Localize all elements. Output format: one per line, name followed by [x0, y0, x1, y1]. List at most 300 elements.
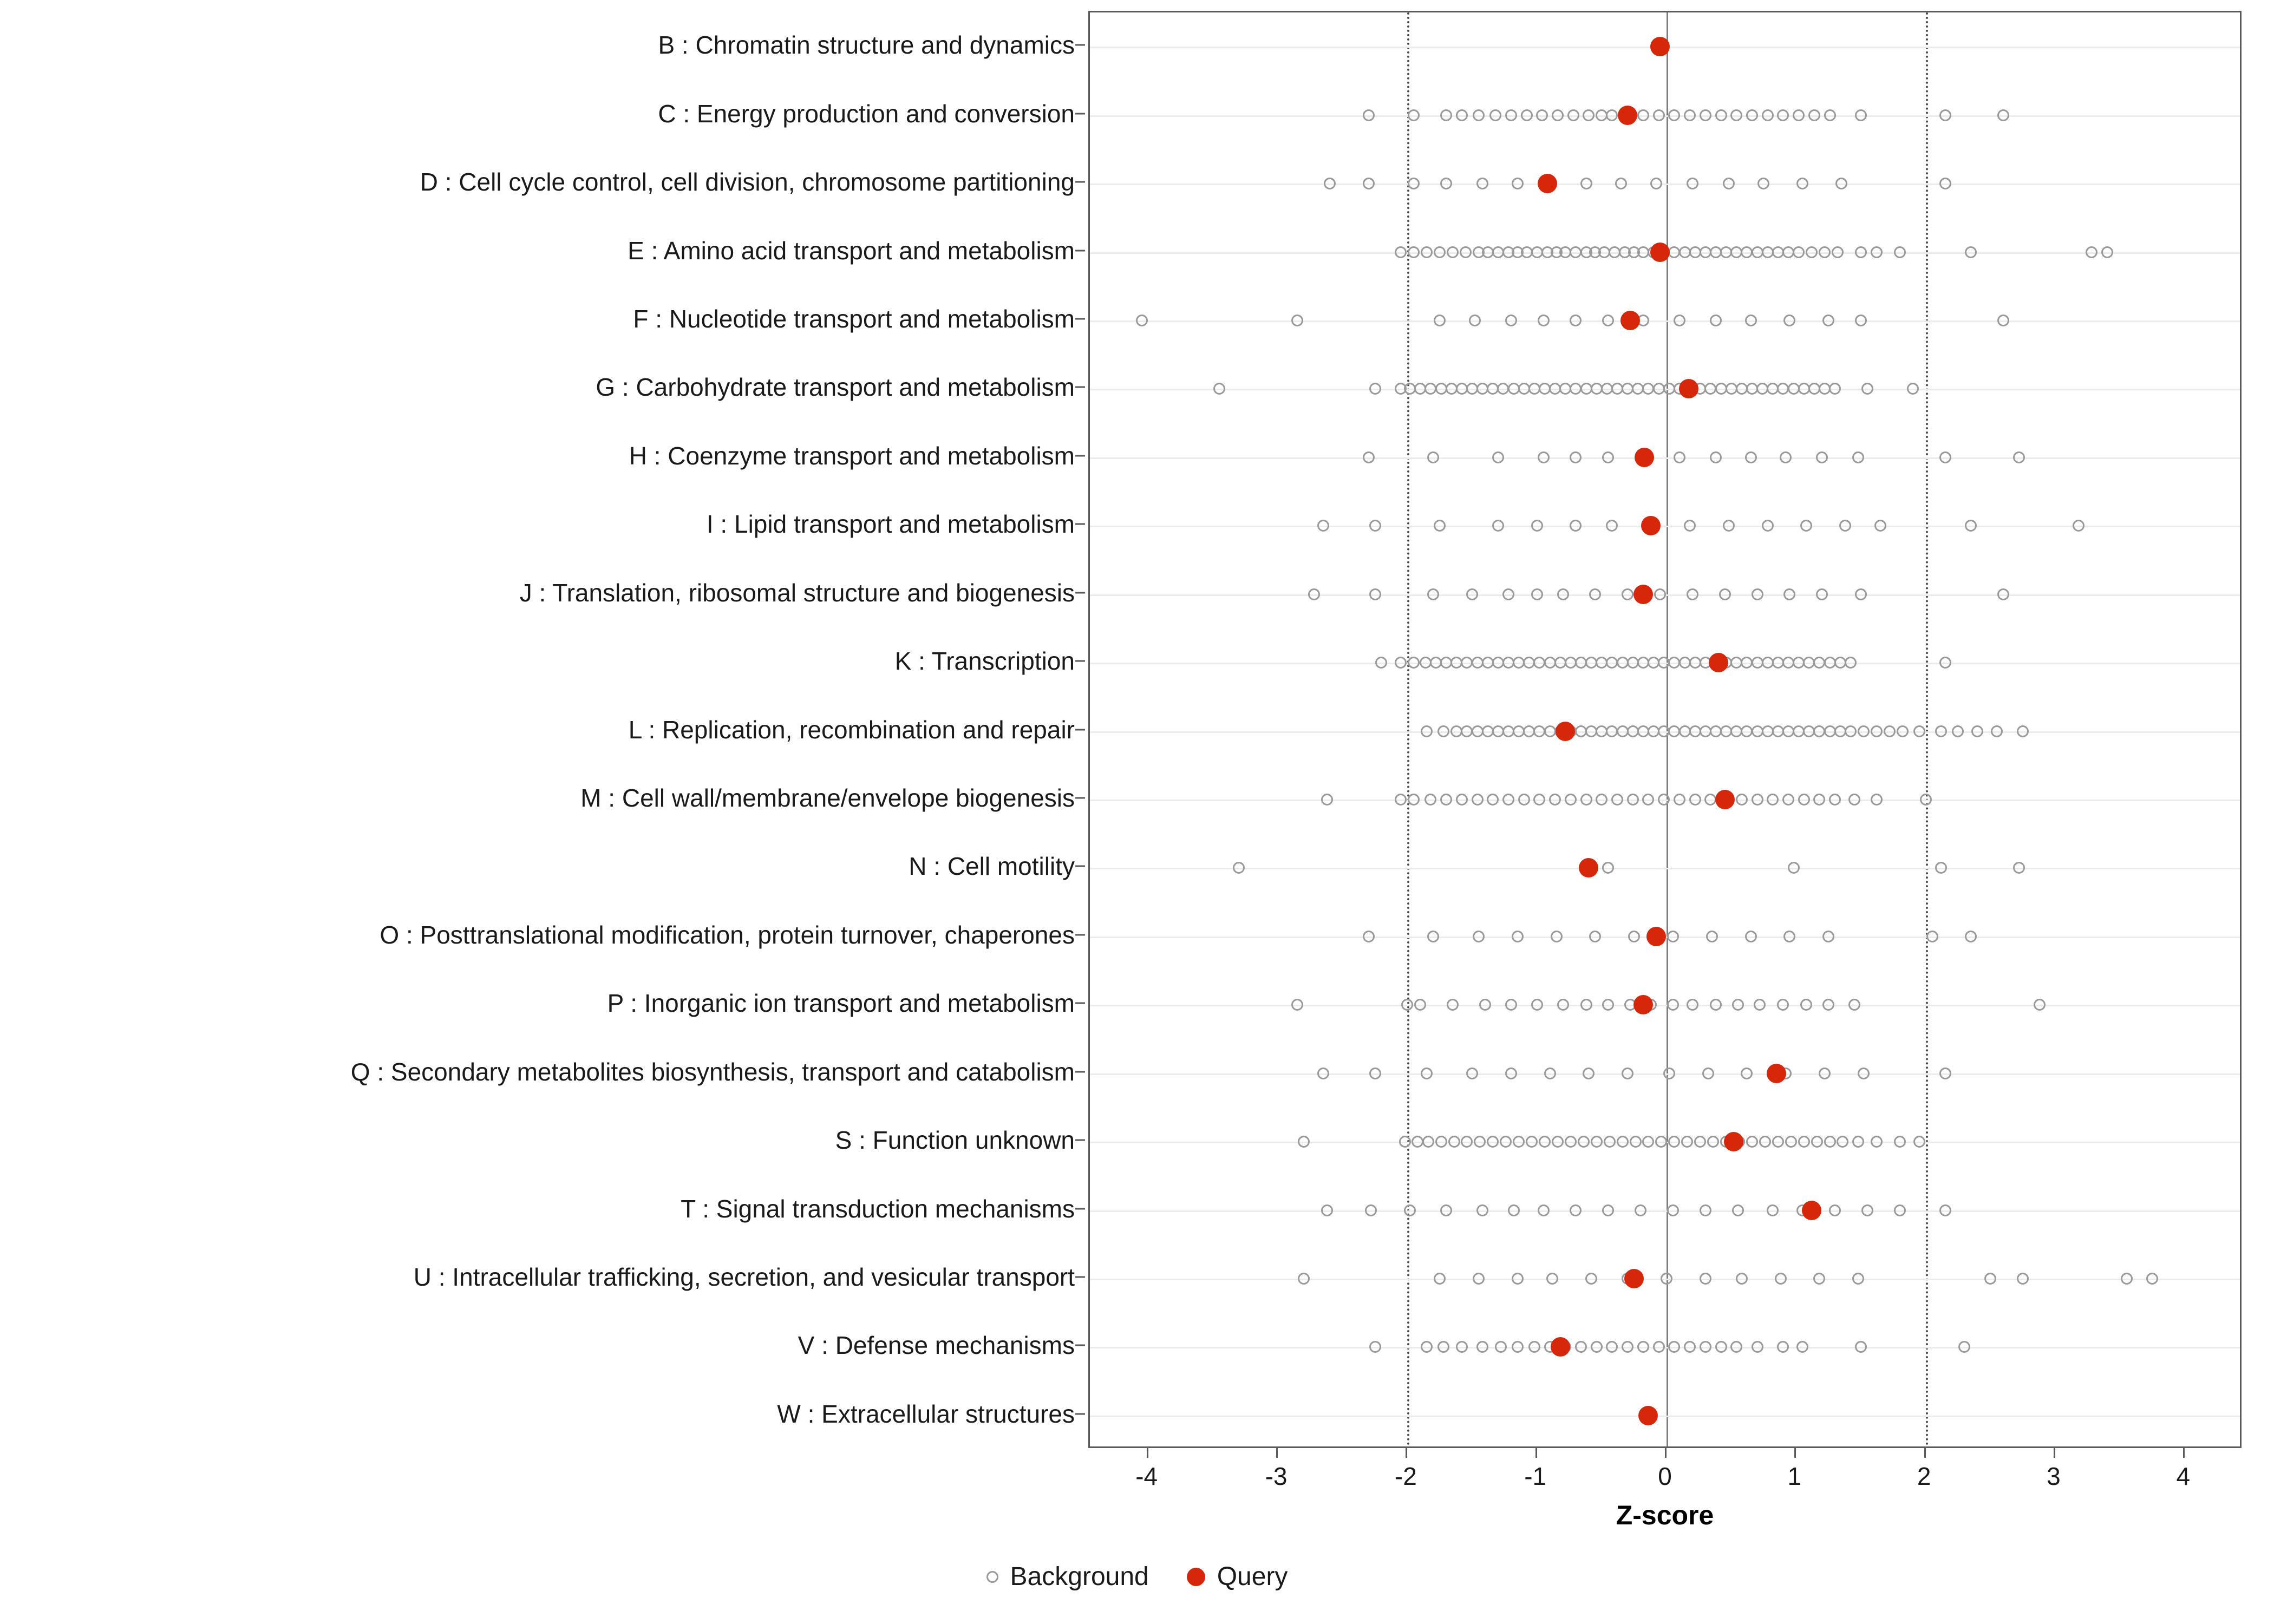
background-point: [1939, 1068, 1951, 1079]
background-point: [1602, 451, 1614, 463]
background-point: [1777, 109, 1789, 121]
open-circle-icon: [986, 1571, 998, 1583]
background-point: [1654, 588, 1666, 600]
background-point: [1538, 451, 1550, 463]
y-axis-tick-label: N : Cell motility: [909, 852, 1075, 881]
x-axis-title: Z-score: [1616, 1500, 1714, 1530]
background-point: [1233, 862, 1245, 874]
background-point: [1710, 451, 1722, 463]
background-point: [1687, 178, 1698, 189]
background-point: [1829, 794, 1841, 806]
query-point: [1638, 1406, 1658, 1425]
background-point: [1897, 725, 1909, 737]
row-gridline: [1090, 868, 2240, 869]
y-axis-tick: [1075, 1208, 1085, 1209]
background-point: [1798, 1136, 1810, 1148]
background-point: [1622, 1341, 1633, 1353]
background-point: [1667, 999, 1679, 1011]
x-axis-tick-label: 0: [1658, 1462, 1672, 1490]
x-axis-tick: [1665, 1448, 1667, 1458]
background-point: [1746, 1136, 1758, 1148]
background-point: [1570, 451, 1582, 463]
x-axis-tick-label: 3: [2047, 1462, 2061, 1490]
background-point: [1369, 1068, 1381, 1079]
plot-area: [1088, 11, 2242, 1448]
background-point: [1723, 520, 1735, 532]
y-axis-tick-label: Q : Secondary metabolites biosynthesis, transport and catabolism: [350, 1057, 1075, 1086]
background-point: [1653, 109, 1665, 121]
query-point: [1551, 1337, 1570, 1357]
background-point: [1476, 178, 1488, 189]
background-point: [1369, 1341, 1381, 1353]
background-point: [1858, 725, 1870, 737]
background-point: [1637, 109, 1649, 121]
query-point: [1802, 1201, 1821, 1220]
background-point: [1653, 1341, 1665, 1353]
background-point: [1424, 794, 1436, 806]
row-gridline: [1090, 457, 2240, 459]
background-point: [1456, 109, 1468, 121]
row-gridline: [1090, 1347, 2240, 1348]
background-point: [1702, 1068, 1714, 1079]
background-point: [1528, 1341, 1540, 1353]
y-axis-tick-label: D : Cell cycle control, cell division, chromosome partitioning: [420, 168, 1075, 197]
background-point: [1487, 794, 1499, 806]
background-point: [1317, 1068, 1329, 1079]
y-axis-tick: [1075, 660, 1085, 662]
y-axis-tick: [1075, 1071, 1085, 1072]
x-axis-tick: [1794, 1448, 1796, 1458]
y-axis-tick-label: G : Carbohydrate transport and metabolism: [596, 373, 1075, 402]
background-point: [1414, 999, 1426, 1011]
background-point: [1434, 520, 1446, 532]
y-axis-tick: [1075, 1140, 1085, 1141]
background-point: [1861, 1204, 1873, 1216]
row-gridline: [1090, 184, 2240, 185]
background-point: [1557, 588, 1569, 600]
background-point: [1796, 178, 1808, 189]
y-axis-tick: [1075, 592, 1085, 593]
background-point: [1668, 109, 1680, 121]
background-point: [1585, 1273, 1597, 1285]
background-point: [1855, 109, 1867, 121]
background-point: [1539, 1136, 1551, 1148]
y-axis-tick: [1075, 455, 1085, 456]
background-point: [1793, 246, 1805, 258]
background-point: [1920, 794, 1932, 806]
background-point: [1291, 999, 1303, 1011]
y-axis-tick-label: V : Defense mechanisms: [798, 1331, 1075, 1360]
legend-label-background: Background: [1010, 1562, 1149, 1591]
background-point: [2034, 999, 2046, 1011]
background-point: [1404, 1204, 1416, 1216]
background-point: [1762, 109, 1774, 121]
background-point: [1871, 725, 1883, 737]
x-axis-tick-label: 2: [1917, 1462, 1931, 1490]
background-point: [1291, 315, 1303, 326]
background-point: [1473, 1273, 1485, 1285]
query-point: [1633, 585, 1653, 604]
background-point: [1894, 1204, 1906, 1216]
background-point: [1408, 657, 1420, 669]
background-point: [1521, 109, 1533, 121]
y-axis-tick: [1075, 523, 1085, 525]
x-axis-tick: [2054, 1448, 2055, 1458]
background-point: [1674, 315, 1685, 326]
background-point: [1440, 109, 1452, 121]
y-axis-tick-label: E : Amino acid transport and metabolism: [628, 236, 1075, 265]
background-point: [1855, 588, 1867, 600]
background-point: [1492, 520, 1504, 532]
background-point: [1965, 520, 1977, 532]
background-point: [1505, 999, 1517, 1011]
background-point: [1602, 862, 1614, 874]
background-point: [1512, 1273, 1524, 1285]
y-axis-tick: [1075, 318, 1085, 319]
background-point: [1684, 109, 1696, 121]
y-axis-tick-label: P : Inorganic ion transport and metabolism: [607, 989, 1075, 1018]
background-point: [1706, 931, 1718, 942]
background-point: [1694, 1136, 1706, 1148]
background-point: [1687, 999, 1698, 1011]
background-point: [1719, 588, 1731, 600]
background-point: [1531, 588, 1543, 600]
background-point: [1848, 794, 1860, 806]
background-point: [1741, 1068, 1753, 1079]
background-point: [1437, 1341, 1449, 1353]
background-point: [1783, 588, 1795, 600]
query-point: [1715, 790, 1735, 809]
row-gridline: [1090, 1005, 2240, 1006]
y-axis-tick-label: S : Function unknown: [835, 1126, 1075, 1155]
background-point: [1456, 1341, 1468, 1353]
background-point: [1472, 794, 1484, 806]
background-point: [1469, 315, 1481, 326]
background-point: [1427, 931, 1439, 942]
legend-item-background: [986, 1562, 1149, 1592]
background-point: [1308, 588, 1320, 600]
background-point: [1907, 383, 1919, 395]
background-point: [1848, 999, 1860, 1011]
background-point: [1913, 1136, 1925, 1148]
y-axis-tick: [1075, 113, 1085, 114]
reference-line-2: [1926, 12, 1928, 1446]
y-axis-tick-label: C : Energy production and conversion: [658, 99, 1075, 128]
background-point: [1580, 999, 1592, 1011]
background-point: [1806, 246, 1818, 258]
background-point: [1939, 109, 1951, 121]
query-point: [1646, 927, 1666, 946]
query-point: [1767, 1064, 1786, 1083]
background-point: [1489, 109, 1501, 121]
background-point: [1422, 1136, 1434, 1148]
background-point: [1476, 1204, 1488, 1216]
background-point: [1606, 520, 1618, 532]
query-point: [1650, 243, 1670, 262]
background-point: [1136, 315, 1148, 326]
y-axis-tick-label: K : Transcription: [894, 647, 1075, 676]
background-point: [1730, 1341, 1742, 1353]
background-point: [1736, 794, 1748, 806]
background-point: [1852, 1273, 1864, 1285]
background-point: [1642, 1136, 1654, 1148]
background-point: [1363, 451, 1375, 463]
background-point: [1440, 178, 1452, 189]
background-point: [1832, 246, 1844, 258]
background-point: [1700, 1341, 1711, 1353]
background-point: [1512, 1341, 1524, 1353]
x-axis-tick: [1276, 1448, 1278, 1458]
background-point: [1363, 109, 1375, 121]
query-point: [1635, 448, 1654, 467]
query-point: [1724, 1132, 1743, 1151]
background-point: [1298, 1136, 1310, 1148]
background-point: [1824, 1136, 1836, 1148]
background-point: [1408, 109, 1420, 121]
background-point: [1565, 1136, 1577, 1148]
background-point: [1622, 1068, 1633, 1079]
x-axis-tick: [1535, 1448, 1537, 1458]
background-point: [1447, 999, 1459, 1011]
row-gridline: [1090, 526, 2240, 527]
background-point: [1508, 1204, 1520, 1216]
background-point: [1591, 1136, 1603, 1148]
background-point: [1874, 520, 1886, 532]
reference-line--2: [1407, 12, 1409, 1446]
background-point: [1538, 1204, 1550, 1216]
query-point: [1620, 311, 1640, 330]
background-point: [1746, 109, 1758, 121]
background-point: [1487, 1136, 1499, 1148]
background-point: [1474, 1136, 1486, 1148]
background-point: [1855, 315, 1867, 326]
background-point: [1617, 1136, 1629, 1148]
background-point: [1808, 109, 1820, 121]
background-point: [1816, 451, 1828, 463]
background-point: [1813, 1273, 1825, 1285]
query-point: [1579, 858, 1598, 878]
background-point: [1772, 1136, 1784, 1148]
background-point: [1583, 109, 1595, 121]
background-point: [1434, 1273, 1446, 1285]
background-point: [1583, 1068, 1595, 1079]
background-point: [1783, 931, 1795, 942]
background-point: [1557, 999, 1569, 1011]
background-point: [1822, 931, 1834, 942]
background-point: [1884, 725, 1896, 737]
background-point: [1627, 794, 1639, 806]
background-point: [1845, 657, 1857, 669]
background-point: [1958, 1341, 1970, 1353]
background-point: [1829, 1204, 1841, 1216]
background-point: [1401, 999, 1413, 1011]
background-point: [2101, 246, 2113, 258]
background-point: [1502, 794, 1514, 806]
background-point: [1435, 1136, 1447, 1148]
background-point: [1213, 383, 1225, 395]
background-point: [1668, 1136, 1680, 1148]
background-point: [1466, 1068, 1478, 1079]
background-point: [1984, 1273, 1996, 1285]
y-axis-tick: [1075, 44, 1085, 46]
background-point: [1363, 178, 1375, 189]
background-point: [1745, 931, 1757, 942]
background-point: [1813, 794, 1825, 806]
background-point: [1434, 315, 1446, 326]
y-axis-tick: [1075, 387, 1085, 388]
background-point: [1580, 178, 1592, 189]
background-point: [1549, 794, 1561, 806]
background-point: [1775, 1273, 1787, 1285]
background-point: [1710, 999, 1722, 1011]
background-point: [1531, 999, 1543, 1011]
background-point: [2073, 520, 2084, 532]
background-point: [1602, 999, 1614, 1011]
background-point: [1602, 1204, 1614, 1216]
background-point: [1427, 451, 1439, 463]
background-point: [1526, 1136, 1538, 1148]
background-point: [1399, 1136, 1411, 1148]
background-point: [1913, 725, 1925, 737]
query-point: [1624, 1269, 1644, 1288]
y-axis-tick-label: M : Cell wall/membrane/envelope biogenesis: [580, 783, 1075, 812]
background-point: [1935, 725, 1947, 737]
background-point: [1700, 1273, 1711, 1285]
background-point: [1926, 931, 1938, 942]
background-point: [1448, 1136, 1460, 1148]
background-point: [1552, 109, 1564, 121]
background-point: [1861, 383, 1873, 395]
y-axis-tick-label: W : Extracellular structures: [777, 1399, 1075, 1428]
y-axis-tick-label: L : Replication, recombination and repair: [628, 715, 1075, 744]
legend-item-query: [1187, 1562, 1288, 1592]
row-gridline: [1090, 1210, 2240, 1212]
background-point: [1622, 588, 1633, 600]
background-point: [1754, 999, 1766, 1011]
background-point: [1512, 178, 1524, 189]
y-axis-tick: [1075, 1413, 1085, 1415]
background-point: [1689, 794, 1701, 806]
background-point: [1635, 1204, 1646, 1216]
background-point: [1736, 1273, 1748, 1285]
row-gridline: [1090, 115, 2240, 117]
background-point: [1447, 246, 1459, 258]
background-point: [1518, 794, 1530, 806]
background-point: [1536, 109, 1548, 121]
y-axis-tick-label: B : Chromatin structure and dynamics: [658, 31, 1075, 60]
background-point: [1681, 1136, 1693, 1148]
background-point: [1567, 109, 1579, 121]
y-axis-tick: [1075, 729, 1085, 730]
background-point: [1700, 109, 1711, 121]
background-point: [1606, 1341, 1618, 1353]
background-point: [1456, 794, 1468, 806]
background-point: [1822, 999, 1834, 1011]
background-point: [1684, 520, 1696, 532]
background-point: [1971, 725, 1983, 737]
background-point: [1700, 1204, 1711, 1216]
background-point: [1544, 1068, 1556, 1079]
background-point: [1395, 246, 1407, 258]
background-point: [1321, 1204, 1333, 1216]
background-point: [1777, 1341, 1789, 1353]
background-point: [1408, 178, 1420, 189]
background-point: [1796, 1341, 1808, 1353]
query-point: [1538, 174, 1557, 193]
background-point: [1531, 520, 1543, 532]
background-point: [1811, 1136, 1823, 1148]
background-point: [1835, 178, 1847, 189]
background-point: [1894, 246, 1906, 258]
background-point: [1829, 383, 1841, 395]
background-point: [1939, 451, 1951, 463]
background-point: [1427, 588, 1439, 600]
background-point: [1785, 1136, 1797, 1148]
background-point: [1630, 1136, 1642, 1148]
background-point: [1732, 1204, 1744, 1216]
background-point: [1715, 1341, 1727, 1353]
background-point: [1434, 246, 1446, 258]
background-point: [1375, 657, 1387, 669]
background-point: [1939, 178, 1951, 189]
background-point: [1369, 588, 1381, 600]
y-axis-tick: [1075, 1345, 1085, 1346]
x-axis-tick-label: -2: [1394, 1462, 1417, 1490]
background-point: [1589, 588, 1601, 600]
background-point: [1852, 451, 1864, 463]
background-point: [1324, 178, 1336, 189]
background-point: [1421, 246, 1433, 258]
query-point: [1618, 106, 1637, 125]
background-point: [1667, 931, 1679, 942]
y-axis-tick: [1075, 250, 1085, 251]
background-point: [1395, 657, 1407, 669]
background-point: [1575, 1341, 1587, 1353]
background-point: [1589, 931, 1601, 942]
background-point: [1674, 794, 1685, 806]
background-point: [1757, 178, 1769, 189]
background-point: [1602, 315, 1614, 326]
background-point: [2121, 1273, 2133, 1285]
y-axis-tick: [1075, 1003, 1085, 1004]
query-point: [1641, 516, 1661, 535]
background-point: [1767, 794, 1779, 806]
background-point: [1502, 588, 1514, 600]
background-point: [1512, 931, 1524, 942]
background-point: [1408, 246, 1420, 258]
background-point: [1604, 1136, 1616, 1148]
background-point: [1674, 451, 1685, 463]
background-point: [1800, 520, 1812, 532]
background-point: [1578, 1136, 1590, 1148]
background-point: [1650, 178, 1662, 189]
background-point: [1421, 725, 1433, 737]
background-point: [1492, 451, 1504, 463]
background-point: [1606, 109, 1618, 121]
background-point: [1839, 520, 1851, 532]
background-point: [1745, 315, 1757, 326]
background-point: [1551, 931, 1563, 942]
background-point: [1369, 383, 1381, 395]
background-point: [1871, 1136, 1883, 1148]
background-point: [1505, 315, 1517, 326]
background-point: [1752, 1341, 1763, 1353]
background-point: [1460, 246, 1472, 258]
background-point: [1762, 520, 1774, 532]
background-point: [1611, 794, 1623, 806]
background-point: [1793, 109, 1805, 121]
background-point: [1466, 588, 1478, 600]
